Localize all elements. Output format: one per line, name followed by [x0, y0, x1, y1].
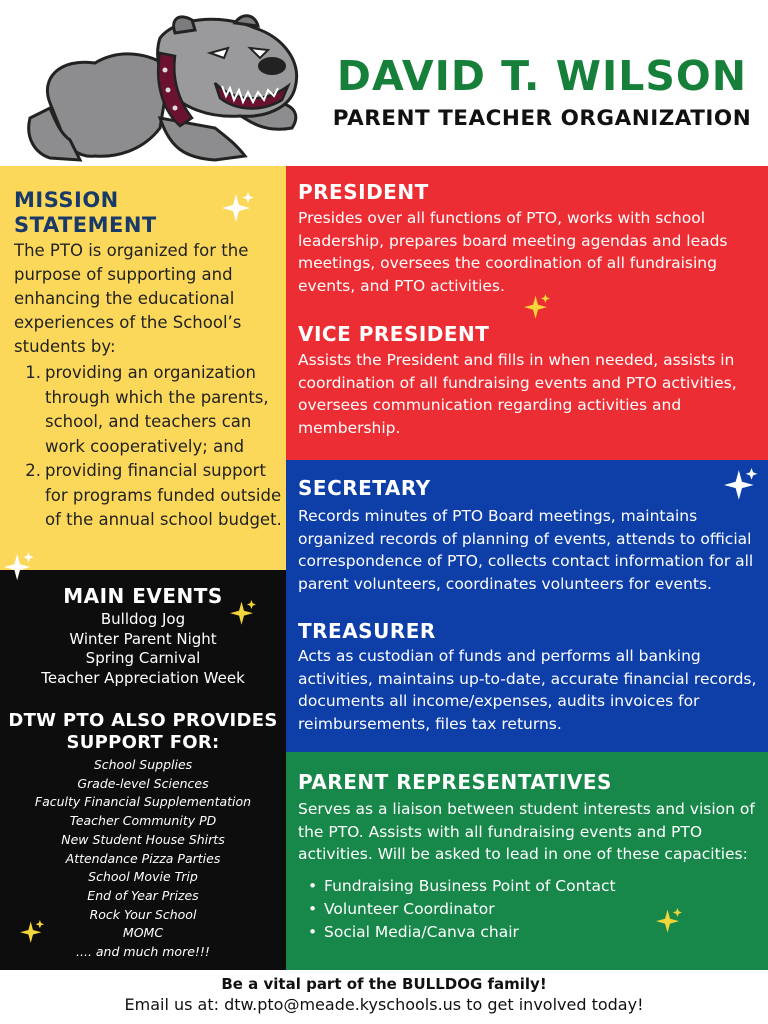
events-title: MAIN EVENTS: [63, 584, 223, 608]
footer-contact: Email us at: dtw.pto@meade.kyschools.us to get involved today!: [124, 995, 644, 1014]
event-item: Spring Carnival: [85, 649, 201, 667]
support-title-line1: DTW PTO ALSO PROVIDES: [8, 710, 278, 731]
secretary-panel: [286, 460, 768, 752]
mission-panel: [0, 166, 286, 570]
parent-reps-item: • Social Media/Canva chair: [308, 921, 616, 944]
mission-item-text: providing financial support for programs funded outside of the annual school budget.: [45, 461, 282, 529]
support-item: School Supplies: [93, 757, 193, 772]
mission-item: [14, 361, 282, 459]
treasurer-title: TREASURER: [298, 619, 436, 643]
event-item: Teacher Appreciation Week: [41, 668, 245, 687]
parent-reps-panel: [286, 752, 768, 970]
mission-title: [14, 188, 157, 238]
events-list: [0, 610, 286, 688]
support-item: Rock Your School: [89, 906, 197, 922]
footer-tagline: Be a vital part of the BULLDOG family!: [221, 975, 547, 993]
support-item: Faculty Financial Supplementation: [34, 794, 252, 810]
vice-president-text: Assists the President and fills in when needed, assists in coordination of all fundraising events and PTO activities, oversees communication regarding activities and membership.: [298, 351, 737, 437]
mission-list: [14, 361, 282, 533]
mission-item: [14, 459, 282, 533]
parent-reps-list: [308, 875, 616, 944]
parent-reps-item-text: Volunteer Coordinator: [324, 900, 495, 918]
support-item: School Movie Trip: [88, 869, 198, 885]
mission-text: The PTO is organized for the purpose of supporting and enhancing the educational experiences of the School’s students by:: [14, 241, 249, 356]
mission-item-number: 2.: [25, 461, 41, 480]
parent-reps-item: • Fundraising Business Point of Contact: [308, 875, 616, 898]
header: [0, 0, 768, 166]
parent-reps-item-text: Fundraising Business Point of Contact: [324, 877, 616, 895]
president-text: Presides over all functions of PTO, works with school leadership, prepares board meeting agendas and leads meetings, oversees the coordination of all fundraising events, and PTO activities.: [298, 209, 728, 295]
sparkle-icon: [724, 468, 760, 504]
mission-item-number: 1.: [25, 363, 41, 382]
mission-title-line2: STATEMENT: [14, 213, 157, 237]
events-panel: [0, 570, 286, 970]
support-item: Attendance Pizza Parties: [65, 850, 221, 866]
school-name: DAVID T. WILSON: [336, 52, 748, 100]
support-title: [0, 710, 286, 754]
parent-reps-title: PARENT REPRESENTATIVES: [298, 770, 612, 794]
sparkle-icon: [4, 552, 36, 584]
secretary-title: SECRETARY: [298, 476, 431, 500]
secretary-text: Records minutes of PTO Board meetings, maintains organized records of planning of events, attends to official correspondence of PTO, collects contact information for all parent volunteers, coordinates volunteers for events.: [298, 507, 754, 593]
parent-reps-item-text: Social Media/Canva chair: [324, 923, 519, 941]
sparkle-icon: [656, 908, 684, 936]
president-panel: [286, 166, 768, 460]
support-item: New Student House Shirts: [61, 831, 225, 847]
vice-president-title: VICE PRESIDENT: [298, 322, 490, 346]
support-item: End of Year Prizes: [87, 887, 199, 903]
president-title: PRESIDENT: [298, 180, 429, 204]
bulldog-mascot-icon: [10, 8, 320, 168]
support-item: Teacher Community PD: [69, 813, 217, 829]
mission-title-line1: MISSION: [14, 188, 119, 212]
support-title-line2: SUPPORT FOR:: [66, 732, 220, 753]
parent-reps-text: Serves as a liaison between student interests and vision of the PTO. Assists with all fundraising events and PTO activities. Will be asked to lead in one of these capacities:: [298, 800, 755, 863]
sparkle-icon: [524, 294, 552, 322]
support-item: MOMC: [122, 925, 164, 941]
event-item: Bulldog Jog: [100, 610, 186, 628]
sparkle-icon: [222, 192, 256, 226]
parent-reps-item: • Volunteer Coordinator: [308, 898, 616, 921]
mission-item-text: providing an organization through which the parents, school, and teachers can work cooperatively; and: [45, 363, 269, 456]
org-name: PARENT TEACHER ORGANIZATION: [332, 106, 752, 131]
sparkle-icon: [20, 920, 46, 946]
treasurer-text: Acts as custodian of funds and performs all banking activities, maintains up-to-date, accurate financial records, documents all income/expenses, audits invoices for reimbursements, files tax returns.: [298, 647, 757, 733]
support-item: Grade-level Sciences: [77, 775, 209, 791]
support-item: .... and much more!!!: [76, 944, 210, 960]
event-item: Winter Parent Night: [69, 629, 217, 648]
